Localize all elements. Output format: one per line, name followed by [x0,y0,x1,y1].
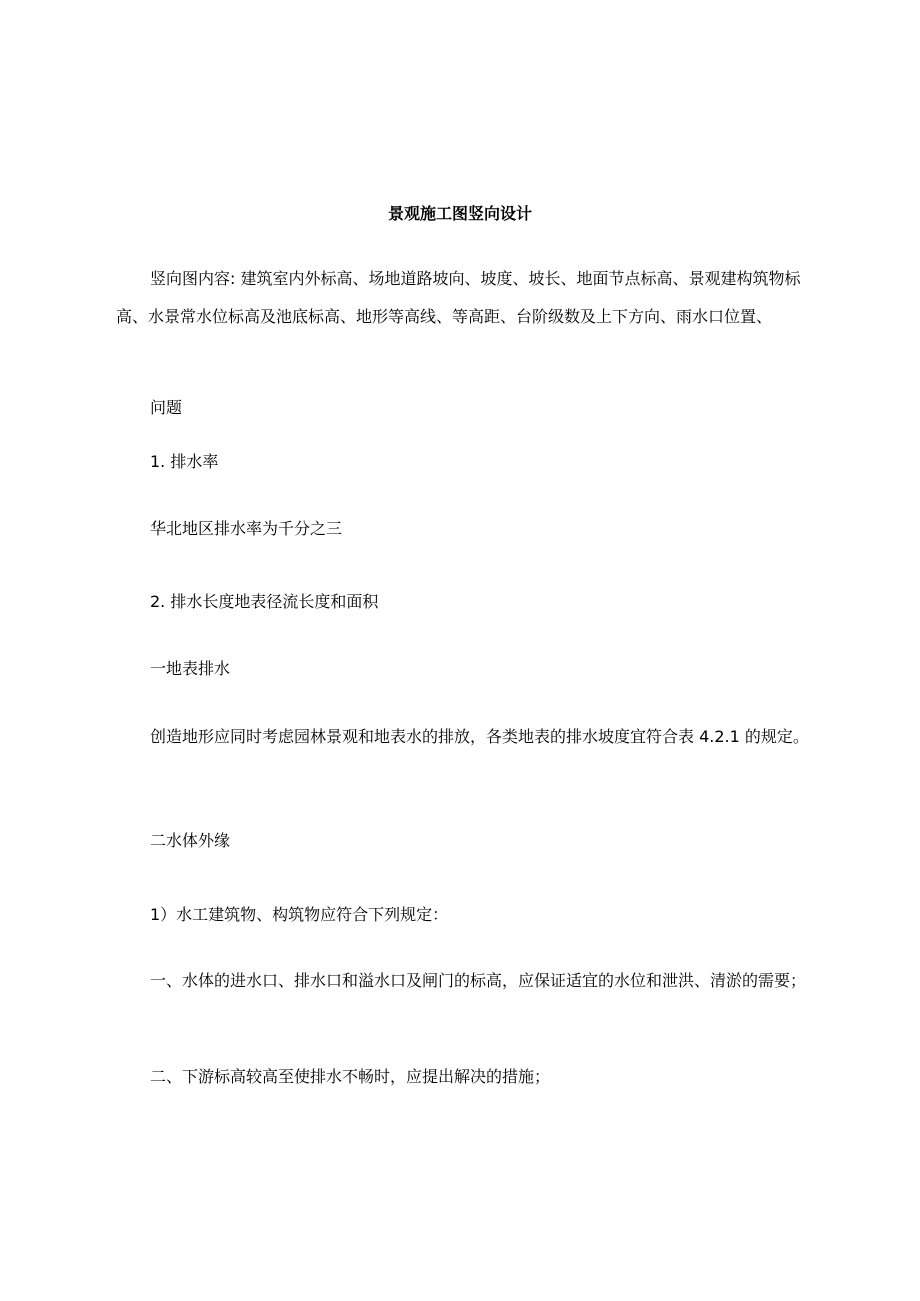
heading-surface-drainage: 一地表排水 [150,659,231,678]
paragraph-north-china-drainage-rate: 华北地区排水率为千分之三 [150,519,343,538]
item-drainage-length: 2. 排水长度地表径流长度和面积 [150,592,379,611]
paragraph-vertical-drawing-contents: 竖向图内容: 建筑室内外标高、场地道路坡向、坡度、坡长、地面节点标高、景观建构筑物标高、水景常水位标高及池底标高、地形等高线、等高距、台阶级数及上下方向、雨水口位置、 [116,269,801,326]
heading-issues: 问题 [150,398,183,417]
document-title: 景观施工图竖向设计 [387,204,532,223]
paragraph-inlet-outlet-elevation: 一、水体的进水口、排水口和溢水口及闸门的标高，应保证适宜的水位和泄洪、清淤的需要； [150,971,807,990]
item-hydraulic-structures: 1）水工建筑物、构筑物应符合下列规定： [150,905,449,924]
paragraph-downstream-elevation: 二、下游标高较高至使排水不畅时，应提出解决的措施； [150,1067,551,1086]
item-drainage-rate: 1. 排水率 [150,452,219,471]
paragraph-terrain-creation: 创造地形应同时考虑园林景观和地表水的排放，各类地表的排水坡度宜符合表 4.2.1 的规定。 [150,727,809,746]
heading-water-body-edge: 二水体外缘 [150,831,231,850]
